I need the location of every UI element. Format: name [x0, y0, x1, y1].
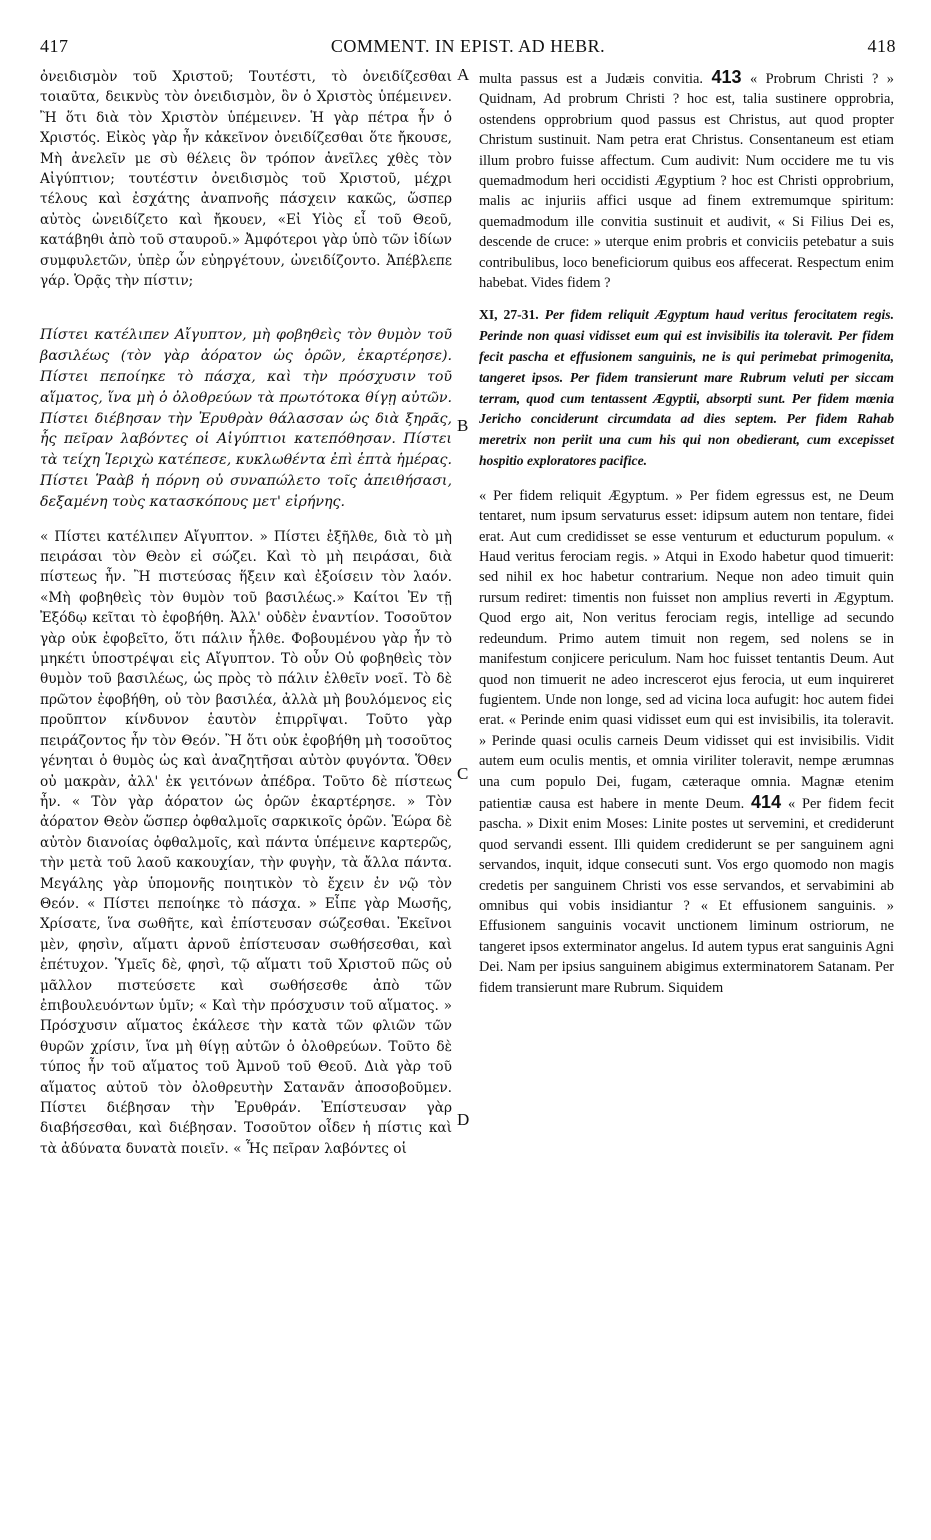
margin-marker-a: A	[457, 65, 470, 84]
greek-column	[40, 67, 452, 1159]
column-number-414: 414	[751, 791, 782, 812]
latin-p1-rest: « Probrum Christi ? » Quidnam, Ad probrum Christi ? hoc est, talia sustinere opprobria, ostendens opprobrium quod passus est Christus, aut quod propter Christum sustinuit. Nam petra erat Christus. Consentaneum est etiam illum probro fuisse affectum. Cum audivit: Num occidere me tu vis quemadmodum heri occidisti Ægyptium ? hoc est Christi opprobrium, malis ac injuriis affici usque ad finem extremumque spiritum: quemadmodum ille convitia sustinuit et audivit, « Si Filius Dei es, descende de cruce: » uterque enim probris et conviciis petebatur a suis contribulibus, loco beneficiorum quibus eos affecerat. Respectum enim habebat. Vides fidem ?	[479, 71, 894, 292]
latin-p3-rest: « Per fidem fecit pascha. » Dixit enim Moses: Linite postes ut servemini, et crediderunt quod servandi essent. Illi quidem crediderunt se per sanguinem agni servandos, inquit, idque consecuti sunt. Vos ergo quomodo non magis credetis per sanguinem Christi vos esse servandos, et servabimini ab omnibus qui vobis insidiantur ? « Et effusionem sanguinis. » Effusionem sanguinis vocavit unctionem liminum ostriorum, ne tangeret ipsos exterminator angelus. Id autem typus erat sanguinis Agni Dei. Nam per ipsius sanguinem abigimus exterminatorem Satanam. Per fidem transierunt mare Rubrum. Siquidem	[479, 795, 894, 996]
margin-marker-b: B	[457, 416, 469, 435]
running-title: COMMENT. IN EPIST. AD HEBR.	[330, 36, 606, 56]
latin-p2-text: Per fidem reliquit Ægyptum haud veritus ferocitatem regis. Perinde non quasi vidisset eum qui est invisibilis ita toleravit. Per fidem fecit pascha et effusionem sanguinis, ne is qui perimebat primogenita, tangeret ipsos. Per fidem transierunt mare Rubrum veluti per siccam terram, quod cum tentassent Ægyptii, absorpti sunt. Per fidem mœnia Jericho conciderunt circumdata ad dies septem. Per fidem Rahab meretrix non periit una cum his qui non obedierant, cum excepisset hospitio exploratores pacifice.	[479, 307, 894, 469]
margin-marker-c: C	[457, 764, 469, 783]
latin-paragraph-3	[479, 486, 894, 998]
column-number-413: 413	[711, 67, 742, 87]
margin-marker-d: D	[457, 1110, 470, 1129]
greek-scripture-text: Πίστει κατέλιπεν Αἴγυπτον, μὴ φοβηθεὶς τὸν θυμὸν τοῦ βασιλέως (τὸν γὰρ ἀόρατον ὡς ὁρῶν, ἐκαρτέρησε). Πίστει πεποίηκε τὸ πάσχα, καὶ τὴν πρόσχυσιν τοῦ αἵματος, ἵνα μὴ ὁ ὀλοθρεύων τὰ πρωτότοκα θίγῃ αὐτῶν. Πίστει διέβησαν τὴν Ἐρυθρὰν θάλασσαν ὡς διὰ ξηρᾶς, ἧς πεῖραν λαβόντες οἱ Αἰγύπτιοι κατεπόθησαν. Πίστει τὰ τείχη Ἱεριχὼ κατέπεσε, κυκλωθέντα ἐπὶ ἑπτὰ ἡμέρας. Πίστει Ῥαὰβ ἡ πόρνη οὐ συναπώλετο τοῖς ἀπειθήσασι, δεξαμένη τοὺς κατασκόπους μετ' εἰρήνης.	[40, 327, 452, 510]
greek-paragraph-1: ὀνειδισμὸν τοῦ Χριστοῦ; Τουτέστι, τὸ ὀνειδίζεσθαι τοιαῦτα, δεικνὺς τὸν ὀνειδισμὸν, ὃν ὁ Χριστὸς ὑπέμεινεν. Ἢ ὅτι διὰ τὸν Χριστὸν ὑπέμεινεν. Ἡ γὰρ πέτρα ἦν ὁ Χριστός. Εἰκὸς γὰρ ἦν κἀκεῖνον ὀνειδίζεσθαι ὅτε ἤκουσε, Μὴ ἀνελεῖν με σὺ θέλεις ὃν τρόπον ἀνεῖλες χθὲς τὸν Αἰγύπτιον; τουτέστιν ὀνειδισμὸς τοῦ Χριστοῦ, μέχρι τέλους καὶ ἐσχάτης ἀναπνοῆς πάσχειν κακῶς, ὥσπερ αὐτὸς ὠνειδίζετο καὶ ἤκουεν, «Εἰ Υἱὸς εἶ τοῦ Θεοῦ, κατάβηθι ἀπὸ τοῦ σταυροῦ.» Ἀμφότεροι γὰρ ὑπὸ τῶν ἰδίων συμφυλετῶν, ὑπὲρ ὧν εὐηργέτουν, ὠνειδίζοντο. Ἀπέβλεπε γάρ. Ὁρᾷς τὴν πίστιν;	[40, 69, 452, 290]
greek-paragraph-3: « Πίστει κατέλιπεν Αἴγυπτον. » Πίστει ἐξῆλθε, διὰ τὸ μὴ πειράσαι τὸν Θεὸν εἰ σώζει. Καὶ τὸ μὴ πειράσαι, διὰ πίστεως ἦν. Ἢ πιστεύσας ἥξειν καὶ ἐξοίσειν τὸν λαόν. «Μὴ φοβηθεὶς τὸν θυμὸν τοῦ βασιλέως.» Καίτοι Ἐν τῇ Ἐξόδῳ κεῖται τὸ ἐφοβήθη. Ἀλλ' οὐδὲν ἐναντίον. Τοσοῦτον γὰρ οὐκ ἐφοβεῖτο, ὅτι πάλιν ἦλθε. Φοβουμένου γὰρ ἦν τὸ μηκέτι ὑποστρέψαι εἰς Αἴγυπτον. Τὸ οὖν Οὐ φοβηθεὶς τὸν θυμὸν τοῦ βασιλέως, ὡς πρὸς τὸ πάλιν ἐλθεῖν νοεῖ. Τὸ δὲ πρῶτον ἐφοβήθη, οὐ τὸν βασιλέα, ἀλλὰ μὴ βουλόμενος εἰς προῦπτον κίνδυνον ἑαυτὸν ἐπιρρῖψαι. Τοῦτο γὰρ πειράζοντος ἦν τὸν Θεόν. Ἢ ὅτι οὐκ ἐφοβήθη μὴ τοσοῦτος γένηται ὁ θυμὸς ὡς καὶ ἀναζητῆσαι αὐτὸν φυγόντα. Ὅθεν οὐ μακρὰν, ἀλλ' ἐκ γειτόνων ἀπέδρα. Τοῦτο δὲ πίστεως ἦν. « Τὸν γὰρ ἀόρατον ὡς ὁρῶν ἐκαρτέρησε. » Τὸν ἀόρατον Θεὸν ὥσπερ ὀφθαλμοῖς σαρκικοῖς ὁρῶν. Ἑώρα δὲ αὐτὸν διανοίας ὀφθαλμοῖς, καὶ πάντα ὑπέμεινε καρτερῶς, τὴν μετὰ τοῦ λαοῦ κακουχίαν, τὴν φυγὴν, τὰ ἄλλα πάντα. Μεγάλης γὰρ ὑπομονῆς ποιητικὸν τὸ ἔχειν ἐν νῷ τὸν Θεόν. « Πίστει πεποίηκε τὸ πάσχα. » Εἶπε γὰρ Μωσῆς, Χρίσατε, ἵνα σωθῆτε, καὶ ἐπίστευσαν σώζεσθαι. Ἐκεῖνοι μὲν, φησὶν, αἵματι ἀρνοῦ ἐπίστευσαν σωθήσεσθαι, καὶ ἐπέτυχον. Ὑμεῖς δὲ, φησὶ, τῷ αἵματι τοῦ Χριστοῦ πῶς οὐ μᾶλλον πιστεύσετε καὶ σωθήσεσθε ἀπὸ τῶν ἐπιβουλευόντων ὑμῖν; « Καὶ τὴν πρόσχυσιν τοῦ αἵματος. » Πρόσχυσιν αἵματος ἐκάλεσε τὴν κατὰ τῶν φλιῶν τῶν θυρῶν χρίσιν, ἵνα μὴ θίγῃ αὐτῶν ὁ ὀλοθρεύων. Τοῦτο δὲ τύπος ἦν τοῦ αἵματος τοῦ Ἀμνοῦ τοῦ Θεοῦ. Διὰ γὰρ τοῦ αἵματος αὐτοῦ τὸν ὀλοθρευτὴν Σατανᾶν ἀποσοβοῦμεν. Πίστει διέβησαν τὴν Ἐρυθράν. Ἐπίστευσαν γὰρ διαβήσεσθαι, καὶ διέβησαν. Τοσοῦτον οἶδεν ἡ πίστις καὶ τὰ ἀδύνατα δυνατὰ ποιεῖν. « Ἧς πεῖραν λαβόντες οἱ	[40, 528, 452, 1157]
latin-paragraph-1	[479, 67, 894, 293]
latin-p3-text: « Per fidem reliquit Ægyptum. » Per fidem egressus est, ne Deum tentaret, num ipsum servaturus esset: idipsum autem non tentare, fidei erat. Aut cum credidisset se esse venturum et educturum populum. « Haud veritus ferociam regis. » Atqui in Exodo habetur quod timuerit: sed nihil ex hoc habetur contrarium. Neque non adeo timuit quin rursum rediret: timentis non fuisset non amplius reverti in Ægyptum. Quod ergo ait, Non veritus ferociam regis, intellige ad secundo redeundum. Primo autem timuit non regem, sed nolens se in manifestum conjicere periculum. Nam hoc fuisset tentantis Deum. Aut quod non timuerit ne adeo increscerot ejus ferocia, ut eum inquireret fugientem. Unde non longe, sed ad vicina loca aufugit: hoc autem fidei erat. « Perinde enim quasi vidisset eum qui est invisibilis, ita toleravit. » Perinde quasi oculis carneis Deum vidisset qui est invisibilis. Vidit autem eum oculis mentis, et omnia viriliter toleravit, nempe ærumnas una cum populo Dei, fugam, cæteraque omnia. Magnæ etenim patientiæ causa est habere in mente Deum.	[479, 487, 894, 812]
latin-p1-text: multa passus est a Judæis convitia.	[479, 71, 704, 87]
running-header	[40, 36, 896, 60]
left-page-number: 417	[40, 36, 69, 56]
latin-scripture-text	[479, 305, 894, 471]
right-page-number: 418	[867, 36, 896, 56]
scripture-reference: XI, 27-31.	[479, 307, 539, 323]
latin-column	[479, 67, 894, 998]
